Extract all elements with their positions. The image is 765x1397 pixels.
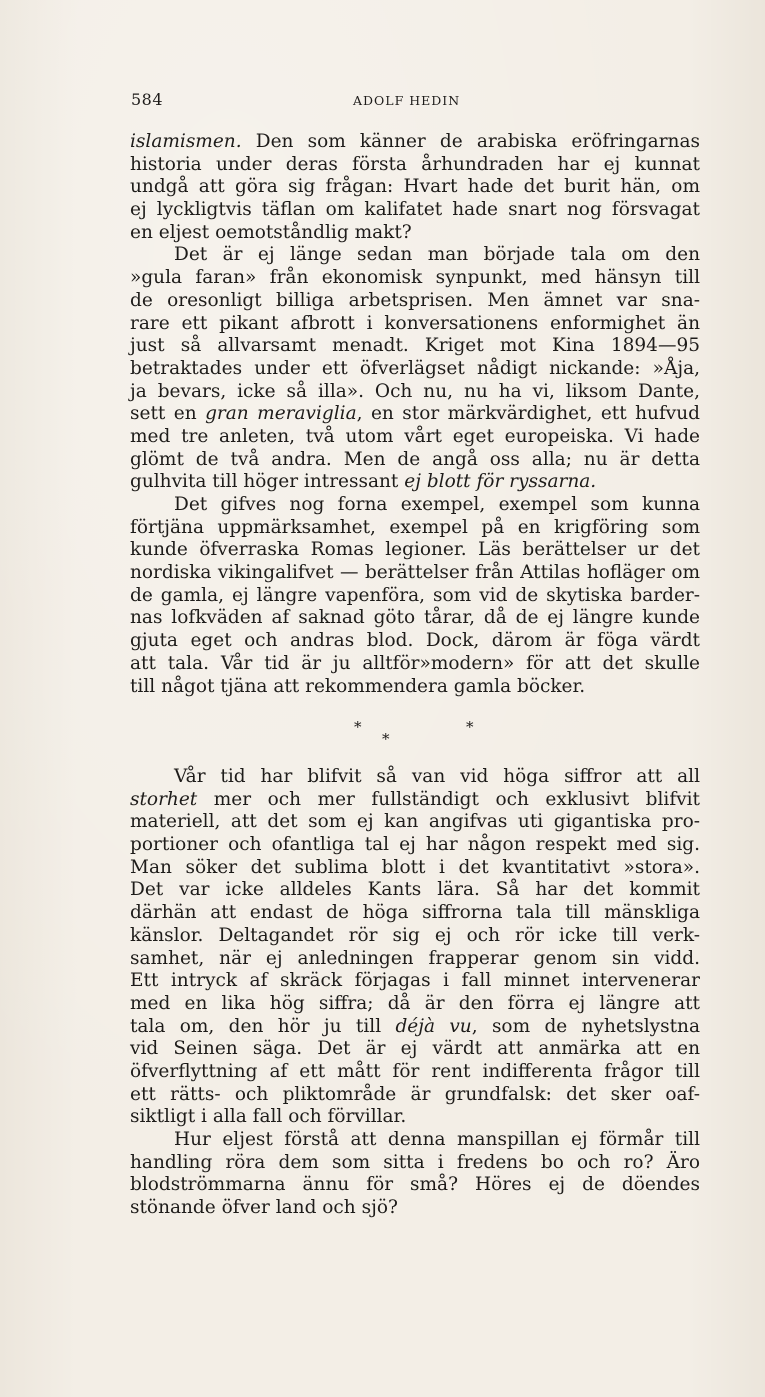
asterism-star: * bbox=[466, 718, 474, 736]
text-line: Ett intryck af skräck förjagas i fall minnet intervenerar bbox=[130, 970, 700, 992]
running-title: ADOLF HEDIN bbox=[353, 93, 461, 108]
text-line: »gula faran» från ekonomisk synpunkt, med hänsyn till bbox=[130, 267, 700, 289]
text-line: förtjäna uppmärksamhet, exempel på en krigföring som bbox=[130, 516, 700, 538]
text-line: gjuta eget och andras blod. Dock, därom är föga värdt bbox=[130, 630, 700, 652]
text-line bbox=[130, 789, 700, 812]
text-line: Det var icke alldeles Kants lära. Så har det kommit bbox=[130, 879, 700, 901]
text-line: Det är ej länge sedan man började tala om den bbox=[174, 244, 700, 266]
text-line: känslor. Deltagandet rör sig ej och rör icke till verk- bbox=[130, 924, 700, 946]
text-line: till något tjäna att rekommendera gamla böcker. bbox=[130, 675, 586, 697]
text-line: öfverflyttning af ett mått för rent indifferenta frågor till bbox=[130, 1060, 700, 1082]
text-line: materiell, att det som ej kan angifvas uti gigantiska pro- bbox=[130, 811, 700, 833]
text-segment: , en stor märkvärdighet, ett hufvud bbox=[356, 403, 700, 425]
text-segment: tala om, den hör ju till bbox=[130, 1015, 396, 1037]
text-line: portioner och ofantliga tal ej har någon respekt med sig. bbox=[130, 834, 700, 856]
text-line: Det gifves nog forna exempel, exempel som kunna bbox=[174, 494, 700, 515]
text-line: de gamla, ej längre vapenföra, som vid de skytiska barder- bbox=[130, 584, 700, 606]
text-line: därhän att endast de höga siffrorna tala till mänskliga bbox=[130, 902, 700, 924]
asterism-star: * bbox=[354, 718, 362, 736]
text-line: Vår tid har blifvit så van vid höga siffror att all bbox=[174, 766, 700, 787]
page-header bbox=[131, 90, 699, 114]
text-line: glömt de två andra. Men de angå oss alla; nu är detta bbox=[130, 448, 700, 470]
text-line: ej lyckligtvis täflan om kalifatet hade snart nog försvagat bbox=[130, 199, 700, 221]
text-segment: Den som känner de arabiska eröfringarnas bbox=[241, 131, 700, 152]
text-line bbox=[130, 1016, 700, 1039]
text-line: siktligt i alla fall och förvillar. bbox=[130, 1106, 407, 1128]
text-line: ja bevars, icke så illa». Och nu, nu ha vi, liksom Dante, bbox=[130, 380, 700, 402]
text-line: Hur eljest förstå att denna manspillan ej förmår till bbox=[174, 1129, 700, 1150]
italic-segment: ej blott för ryssarna. bbox=[404, 471, 597, 493]
text-line: blodströmmarna ännu för små? Höres ej de döendes bbox=[130, 1174, 700, 1196]
italic-segment: islamismen. bbox=[130, 131, 242, 152]
text-line: historia under deras första århundraden har ej kunnat bbox=[130, 153, 700, 175]
page-number: 584 bbox=[131, 90, 164, 109]
text-segment: sett en bbox=[130, 403, 206, 425]
text-segment: gulhvita till höger intressant bbox=[130, 471, 405, 493]
text-line: handling röra dem som sitta i fredens bo och ro? Äro bbox=[130, 1151, 700, 1173]
text-line: vid Seinen säga. Det är ej värdt att anmärka att en bbox=[130, 1038, 700, 1060]
italic-segment: storhet bbox=[130, 788, 198, 810]
text-line: rare ett pikant afbrott i konversationens enformighet än bbox=[130, 312, 700, 334]
text-line: kunde öfverraska Romas legioner. Läs berättelser ur det bbox=[130, 539, 700, 561]
text-line: nas lofkväden af saknad göto tårar, då de ej längre kunde bbox=[130, 607, 700, 629]
text-line bbox=[130, 131, 700, 154]
text-line: nordiska vikingalifvet — berättelser från Attilas hofläger om bbox=[130, 562, 700, 584]
text-segment: mer och mer fullständigt och exklusivt blifvit bbox=[197, 788, 700, 810]
section-separator bbox=[340, 718, 480, 748]
text-line: ett rätts- och pliktområde är grundfalsk: det sker oaf- bbox=[130, 1083, 700, 1105]
text-line: Man söker det sublima blott i det kvantitativt »stora». bbox=[130, 856, 700, 878]
text-section-1 bbox=[130, 131, 700, 698]
text-line: med tre anleten, två utom vårt eget europeiska. Vi hade bbox=[130, 425, 700, 447]
text-line: just så allvarsamt menadt. Kriget mot Kina 1894—95 bbox=[130, 335, 700, 357]
text-line bbox=[130, 471, 700, 494]
text-line: de oresonligt billiga arbetsprisen. Men ämnet var sna- bbox=[130, 289, 700, 311]
text-line: stönande öfver land och sjö? bbox=[130, 1197, 398, 1219]
text-line: undgå att göra sig frågan: Hvart hade det burit hän, om bbox=[130, 176, 700, 198]
text-line: att tala. Vår tid är ju alltför»modern» för att det skulle bbox=[130, 652, 700, 674]
text-line: samhet, när ej anledningen frapperar genom sin vidd. bbox=[130, 947, 700, 969]
text-section-2 bbox=[130, 766, 700, 1220]
text-line bbox=[130, 403, 700, 426]
text-line: med en lika hög siffra; då är den förra ej längre att bbox=[130, 992, 700, 1014]
text-line: en eljest oemotståndlig makt? bbox=[130, 221, 412, 243]
italic-segment: gran meraviglia bbox=[205, 403, 357, 425]
text-line: betraktades under ett öfverlägset nådigt nickande: »Åja, bbox=[130, 357, 700, 379]
asterism-star: * bbox=[382, 730, 390, 748]
text-segment: , som de nyhetslystna bbox=[471, 1015, 700, 1037]
italic-segment: déjà vu bbox=[395, 1015, 472, 1037]
